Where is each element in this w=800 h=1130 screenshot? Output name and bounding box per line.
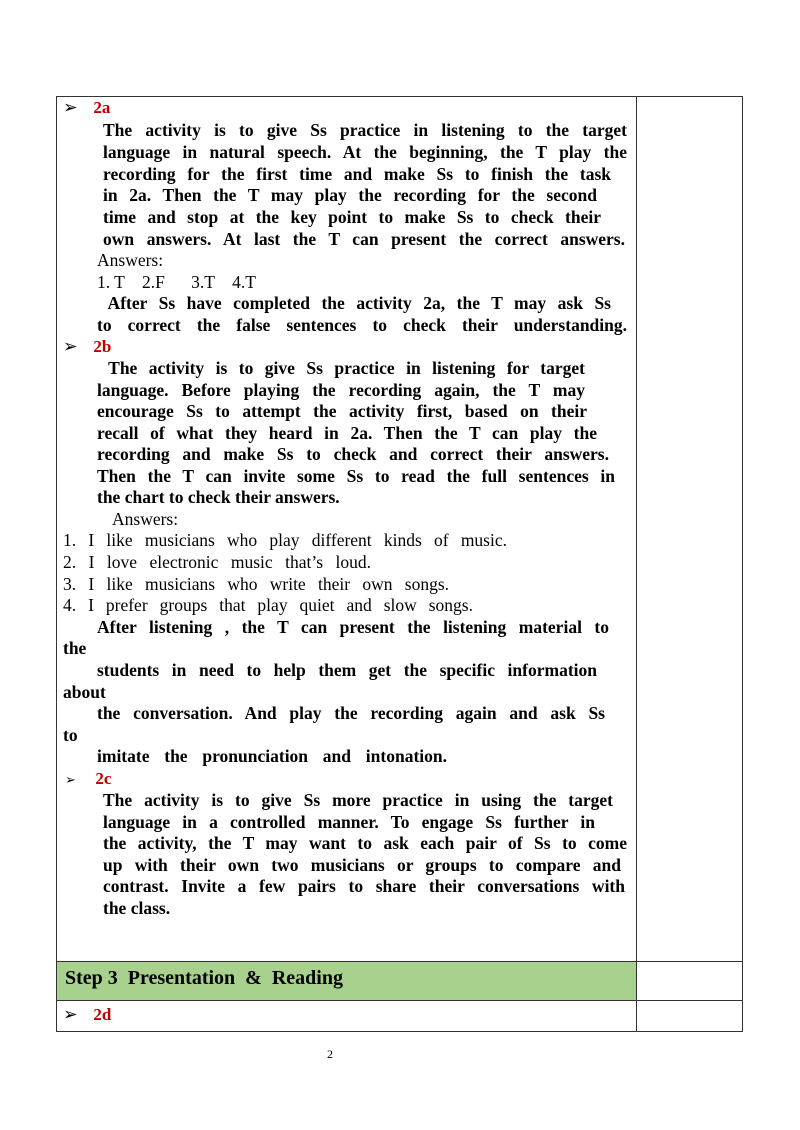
section-2b-para-line: recall of what they heard in 2a. Then the T can play the [97,423,597,443]
section-2c-para-line: up with their own two musicians or groups to compare and [103,855,621,875]
section-2c-para-line: contrast. Invite a few pairs to share their conversations with [103,876,625,896]
section-2d-heading: ➢ 2d [63,1004,112,1024]
section-2b-para-line: encourage Ss to attempt the activity first, based on their [97,401,587,421]
section-2b-answer: 2. I love electronic music that’s loud. [63,552,371,572]
section-2b-heading: ➢ 2b [63,336,112,356]
section-2a-para-line: recording for the first time and make Ss to finish the task [103,164,611,184]
section-2a-after-line: After Ss have completed the activity 2a, the T may ask Ss [97,293,611,313]
section-2b-after-line: the [63,638,87,658]
section-2b-para-line: The activity is to give Ss practice in listening for target [97,358,585,378]
section-2b-after-line: the conversation. And play the recording again and ask Ss [97,703,605,723]
section-2c-para-line: the class. [103,898,171,918]
section-2a-after-line: to correct the false sentences to check their understanding. [97,315,627,335]
notes-cell [636,97,742,962]
section-2b-answer: 3. I like musicians who write their own songs. [63,574,449,594]
section-2d-notes-cell [636,1001,742,1032]
section-2c-para-line: The activity is to give Ss more practice in using the target [103,790,613,810]
section-2c-heading: ➢ 2c [65,768,111,791]
section-2b-para-line: the chart to check their answers. [97,487,340,507]
lesson-plan-table [56,96,743,1032]
arrow-bullet-icon: ➢ [63,97,78,117]
section-2d-cell [57,1001,637,1032]
step3-heading-cell [57,962,637,1001]
section-2a-para-line: language in natural speech. At the beginning, the T play the [103,142,627,162]
content-cell [57,97,637,962]
section-2a-para-line: time and stop at the key point to make Ss to check their [103,207,601,227]
section-2b-after-line: After listening , the T can present the listening material to [97,617,609,637]
section-2b-answer: 1. I like musicians who play different kinds of music. [63,530,507,550]
section-2b-after-line: to [63,725,78,745]
section-2b-para-line: recording and make Ss to check and correct their answers. [97,444,609,464]
section-2a-answers-label: Answers: [97,250,164,270]
section-2c-para-line: the activity, the T may want to ask each pair of Ss to come [103,833,627,853]
section-2b-answer: 4. I prefer groups that play quiet and slow songs. [63,595,473,615]
section-2b-answers-label: Answers: [112,509,179,529]
section-2a-heading: ➢ 2a [63,97,111,117]
step3-title: Step 3 Presentation & Reading [65,967,343,989]
step3-notes-cell [636,962,742,1001]
page-number: 2 [327,1047,333,1061]
section-2a-para-line: own answers. At last the T can present the correct answers. [103,229,625,249]
section-2b-after-line: imitate the pronunciation and intonation. [97,746,447,766]
arrow-bullet-icon: ➢ [63,1004,78,1024]
section-2b-para-line: language. Before playing the recording again, the T may [97,380,585,400]
section-2c-para-line: language in a controlled manner. To engage Ss further in [103,812,595,832]
section-2a-para-line: The activity is to give Ss practice in listening to the target [103,120,627,140]
section-2a-para-line: in 2a. Then the T may play the recording for the second [103,185,597,205]
arrow-bullet-icon: ➢ [65,772,76,787]
section-2b-after-line: about [63,682,106,702]
section-2a-answers: 1. T 2.F 3.T 4.T [97,272,256,292]
section-2b-para-line: Then the T can invite some Ss to read the full sentences in [97,466,615,486]
section-2b-after-line: students in need to help them get the specific information [97,660,597,680]
arrow-bullet-icon: ➢ [63,336,78,356]
